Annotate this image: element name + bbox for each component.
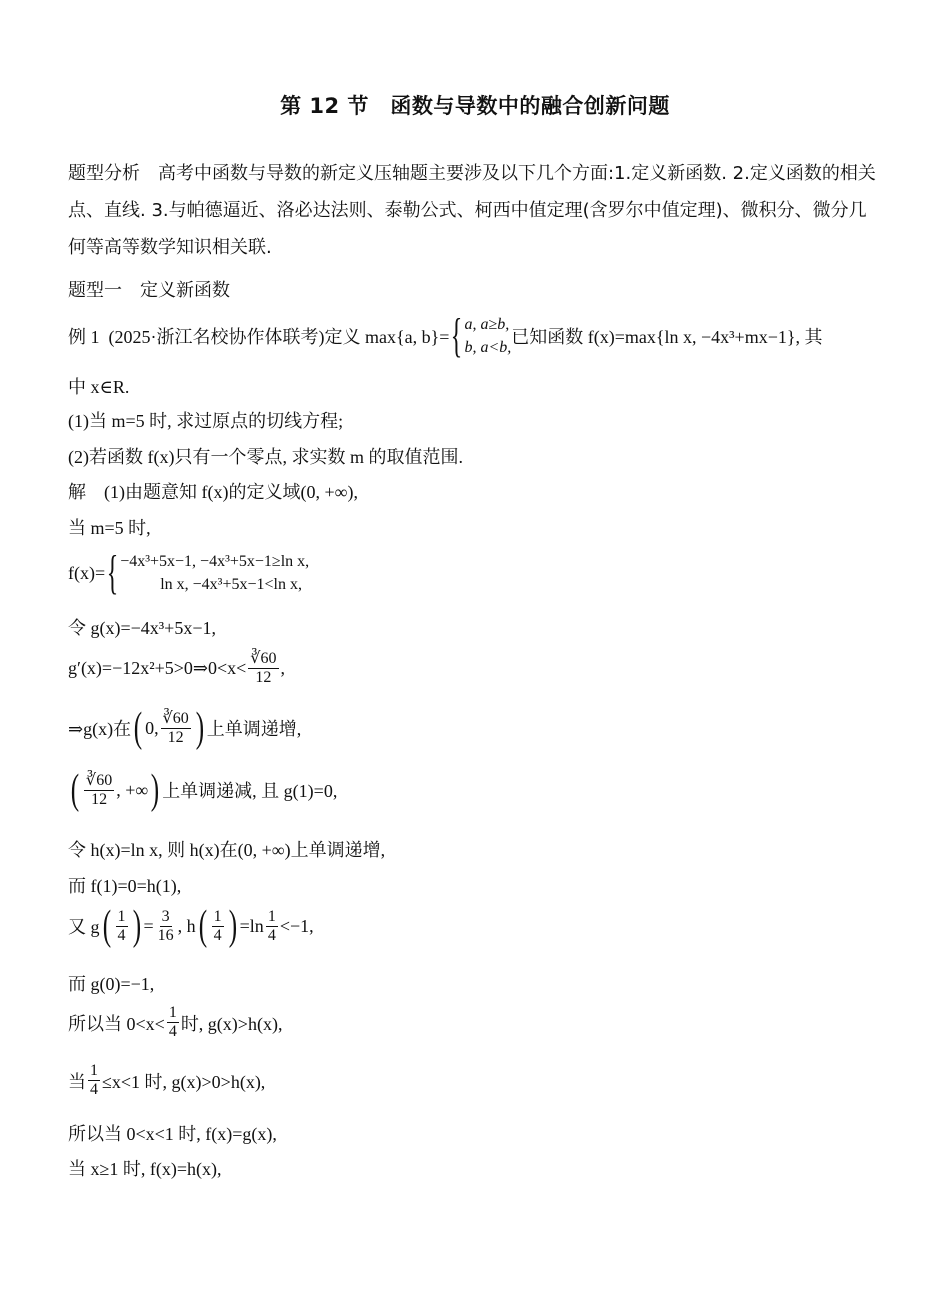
solution-line-14: 所以当 0<x<1 时, f(x)=g(x), (68, 1124, 277, 1144)
example-line (68, 309, 823, 362)
max-cases: { a, a≥b, b, a<b, (451, 309, 512, 362)
solution-line-13: 当 $\frac{1}{4}$ ≤x<1 时, g(x)>0>h(x), (68, 1062, 266, 1098)
solution-line-4: 令 g(x)=−4x³+5x−1, (68, 618, 216, 638)
solution-line-9: 而 f(1)=0=h(1), (68, 876, 182, 896)
solution-line-12: 所以当 0<x< $\frac{1}{4}$ 时, g(x)>h(x), (68, 1004, 283, 1040)
derivative-line: g′(x)=−12x²+5>0⇒0<x< $\frac{∛60}{12}$ , (68, 650, 286, 686)
section-heading: 题型一 定义新函数 (68, 280, 230, 301)
question-1: (1)当 m=5 时, 求过原点的切线方程; (68, 411, 344, 431)
question-2: (2)若函数 f(x)只有一个零点, 求实数 m 的取值范围. (68, 447, 463, 467)
example-line-2: 中 x∈R. (68, 377, 130, 397)
fx-case-1: −4x³+5x−1, −4x³+5x−1≥ln x, (120, 553, 310, 570)
piecewise-fx: f(x)= { −4x³+5x−1, −4x³+5x−1≥ln x, ln x, −4x³+5x−1<ln x, (68, 546, 310, 599)
page-title: 第 12 节 函数与导数中的融合创新问题 (280, 94, 670, 118)
root-fraction: $\frac{∛60}{12}$ (250, 650, 277, 686)
example-definition: 定义 max{a, b}= (324, 327, 450, 347)
decreasing-line: ( $\frac{∛60}{12}$ , +∞ ) 上单调递减, 且 g(1)=0, (70, 767, 338, 813)
example-source: (2025·浙江名校协作体联考) (108, 327, 325, 347)
example-label: 例 1 (68, 327, 100, 347)
solution-line-15: 当 x≥1 时, f(x)=h(x), (68, 1159, 222, 1179)
solution-line-2: 当 m=5 时, (68, 518, 151, 538)
solution-line-8: 令 h(x)=ln x, 则 h(x)在(0, +∞)上单调递增, (68, 840, 386, 860)
increasing-line: ⇒g(x)在 ( 0, $\frac{∛60}{12}$ ) 上单调递增, (68, 705, 302, 751)
evaluation-line: 又 g ( $\frac{1}{4}$ ) = $\frac{3}{16}$ , h ( $\frac{1}{4}$ ) =ln $\frac{1}{4}$ <−1, (68, 903, 314, 949)
max-case-2: b, a<b, (464, 339, 512, 356)
solution-line-11: 而 g(0)=−1, (68, 974, 155, 994)
example-function: 已知函数 f(x)=max{ln x, −4x³+mx−1}, 其 (511, 327, 823, 347)
max-case-1: a, a≥b, (464, 316, 510, 333)
intro-paragraph: 题型分析 高考中函数与导数的新定义压轴题主要涉及以下几个方面:1.定义新函数. 2.定义函数的相关点、直线. 3.与帕德逼近、洛必达法则、泰勒公式、柯西中值定理(含罗尔中值定理)、微积分、微分几何等高等数学知识相关联. (68, 163, 876, 258)
solution-line-1: 解 (1)由题意知 f(x)的定义域(0, +∞), (68, 482, 358, 502)
fx-case-2: ln x, −4x³+5x−1<ln x, (160, 576, 302, 593)
